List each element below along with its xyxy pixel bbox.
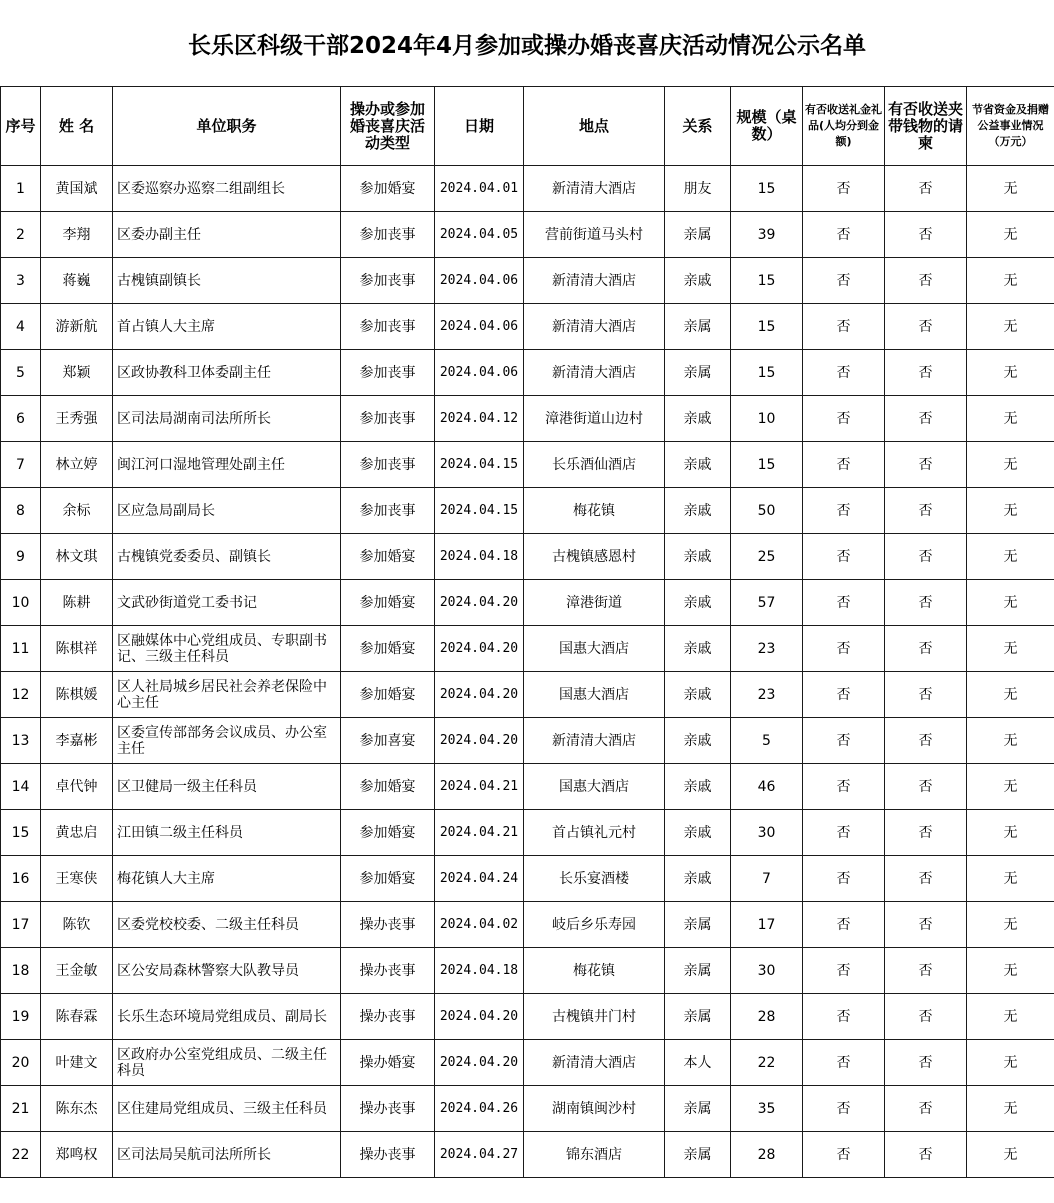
cell-name: 黄忠启 <box>41 810 113 856</box>
cell-place: 国惠大酒店 <box>524 764 665 810</box>
cell-name: 李嘉彬 <box>41 718 113 764</box>
cell-activity-type: 参加丧事 <box>341 396 435 442</box>
cell-scale: 28 <box>731 994 803 1040</box>
cell-relation: 亲属 <box>665 212 731 258</box>
cell-seq: 11 <box>1 626 41 672</box>
cell-scale: 10 <box>731 396 803 442</box>
cell-position: 区融媒体中心党组成员、专职副书记、三级主任科员 <box>113 626 341 672</box>
cell-date: 2024.04.20 <box>435 718 524 764</box>
cell-date: 2024.04.24 <box>435 856 524 902</box>
cell-invitation: 否 <box>885 258 967 304</box>
table-row <box>1 994 1054 1040</box>
cell-invitation: 否 <box>885 718 967 764</box>
cell-name: 林立婷 <box>41 442 113 488</box>
cell-place: 长乐酒仙酒店 <box>524 442 665 488</box>
table-row <box>1 948 1054 994</box>
cell-gift: 否 <box>803 534 885 580</box>
cell-position: 江田镇二级主任科员 <box>113 810 341 856</box>
cell-seq: 21 <box>1 1086 41 1132</box>
cell-seq: 4 <box>1 304 41 350</box>
cell-place: 新清清大酒店 <box>524 258 665 304</box>
table-row <box>1 396 1054 442</box>
table-row <box>1 764 1054 810</box>
cell-relation: 亲属 <box>665 994 731 1040</box>
cell-position: 区卫健局一级主任科员 <box>113 764 341 810</box>
cell-invitation: 否 <box>885 810 967 856</box>
cell-name: 卓代钟 <box>41 764 113 810</box>
cell-relation: 亲戚 <box>665 718 731 764</box>
cell-activity-type: 参加婚宴 <box>341 764 435 810</box>
cell-invitation: 否 <box>885 534 967 580</box>
cell-activity-type: 操办丧事 <box>341 902 435 948</box>
cell-place: 古槐镇井门村 <box>524 994 665 1040</box>
cell-seq: 12 <box>1 672 41 718</box>
cell-date: 2024.04.15 <box>435 488 524 534</box>
table-row <box>1 488 1054 534</box>
cell-activity-type: 参加婚宴 <box>341 580 435 626</box>
cell-name: 陈棋媛 <box>41 672 113 718</box>
cell-invitation: 否 <box>885 672 967 718</box>
cell-seq: 22 <box>1 1132 41 1178</box>
cell-name: 郑鸣权 <box>41 1132 113 1178</box>
cell-scale: 15 <box>731 350 803 396</box>
cell-name: 王金敏 <box>41 948 113 994</box>
cell-name: 郑颖 <box>41 350 113 396</box>
cell-seq: 19 <box>1 994 41 1040</box>
table-row <box>1 304 1054 350</box>
cell-activity-type: 操办婚宴 <box>341 1040 435 1086</box>
cell-gift: 否 <box>803 258 885 304</box>
cell-seq: 8 <box>1 488 41 534</box>
cell-seq: 2 <box>1 212 41 258</box>
header-gift: 有否收送礼金礼品(人均分到金额) <box>803 87 885 166</box>
cell-date: 2024.04.20 <box>435 672 524 718</box>
cell-invitation: 否 <box>885 1086 967 1132</box>
table-row <box>1 350 1054 396</box>
cell-place: 新清清大酒店 <box>524 350 665 396</box>
cell-relation: 亲戚 <box>665 764 731 810</box>
cell-relation: 亲属 <box>665 948 731 994</box>
cell-relation: 亲戚 <box>665 626 731 672</box>
cell-name: 游新航 <box>41 304 113 350</box>
cell-position: 区政协教科卫体委副主任 <box>113 350 341 396</box>
cell-activity-type: 参加婚宴 <box>341 672 435 718</box>
cell-position: 区公安局森林警察大队教导员 <box>113 948 341 994</box>
cell-position: 区委宣传部部务会议成员、办公室主任 <box>113 718 341 764</box>
table-row <box>1 810 1054 856</box>
cell-gift: 否 <box>803 626 885 672</box>
cell-name: 王秀强 <box>41 396 113 442</box>
cell-position: 古槐镇党委委员、副镇长 <box>113 534 341 580</box>
cell-place: 新清清大酒店 <box>524 304 665 350</box>
cell-gift: 否 <box>803 580 885 626</box>
cell-scale: 57 <box>731 580 803 626</box>
cell-scale: 46 <box>731 764 803 810</box>
cell-place: 长乐宴酒楼 <box>524 856 665 902</box>
cell-place: 梅花镇 <box>524 948 665 994</box>
cell-gift: 否 <box>803 350 885 396</box>
cell-activity-type: 参加婚宴 <box>341 626 435 672</box>
cell-donation: 无 <box>967 626 1054 672</box>
cell-date: 2024.04.18 <box>435 948 524 994</box>
cell-position: 梅花镇人大主席 <box>113 856 341 902</box>
cell-position: 区委办副主任 <box>113 212 341 258</box>
cell-donation: 无 <box>967 810 1054 856</box>
cell-invitation: 否 <box>885 948 967 994</box>
cell-scale: 23 <box>731 626 803 672</box>
table-row <box>1 1132 1054 1178</box>
cell-seq: 15 <box>1 810 41 856</box>
cell-invitation: 否 <box>885 580 967 626</box>
cell-donation: 无 <box>967 304 1054 350</box>
cell-name: 陈棋祥 <box>41 626 113 672</box>
cell-donation: 无 <box>967 1132 1054 1178</box>
cell-seq: 17 <box>1 902 41 948</box>
cell-gift: 否 <box>803 994 885 1040</box>
cell-donation: 无 <box>967 488 1054 534</box>
cell-scale: 15 <box>731 258 803 304</box>
cell-place: 首占镇礼元村 <box>524 810 665 856</box>
cell-scale: 5 <box>731 718 803 764</box>
cell-date: 2024.04.06 <box>435 258 524 304</box>
cell-seq: 13 <box>1 718 41 764</box>
cell-invitation: 否 <box>885 994 967 1040</box>
cell-relation: 亲属 <box>665 1086 731 1132</box>
cell-date: 2024.04.20 <box>435 1040 524 1086</box>
cell-relation: 朋友 <box>665 166 731 212</box>
cell-relation: 亲戚 <box>665 396 731 442</box>
cell-place: 新清清大酒店 <box>524 718 665 764</box>
cell-date: 2024.04.20 <box>435 626 524 672</box>
cell-seq: 14 <box>1 764 41 810</box>
cell-name: 林文琪 <box>41 534 113 580</box>
cell-activity-type: 参加丧事 <box>341 212 435 258</box>
cell-place: 梅花镇 <box>524 488 665 534</box>
cell-scale: 30 <box>731 948 803 994</box>
cell-donation: 无 <box>967 672 1054 718</box>
cell-seq: 1 <box>1 166 41 212</box>
cell-gift: 否 <box>803 672 885 718</box>
disclosure-table <box>0 86 1054 1178</box>
cell-activity-type: 参加丧事 <box>341 488 435 534</box>
cell-invitation: 否 <box>885 488 967 534</box>
cell-seq: 7 <box>1 442 41 488</box>
cell-relation: 亲属 <box>665 902 731 948</box>
header-date: 日期 <box>435 87 524 166</box>
cell-invitation: 否 <box>885 166 967 212</box>
cell-date: 2024.04.21 <box>435 764 524 810</box>
cell-relation: 亲戚 <box>665 258 731 304</box>
cell-place: 漳港街道山边村 <box>524 396 665 442</box>
table-body <box>1 166 1054 1178</box>
cell-scale: 23 <box>731 672 803 718</box>
cell-activity-type: 操办丧事 <box>341 994 435 1040</box>
cell-scale: 28 <box>731 1132 803 1178</box>
cell-gift: 否 <box>803 442 885 488</box>
cell-relation: 亲戚 <box>665 534 731 580</box>
cell-activity-type: 参加婚宴 <box>341 810 435 856</box>
cell-gift: 否 <box>803 1086 885 1132</box>
cell-position: 长乐生态环境局党组成员、副局长 <box>113 994 341 1040</box>
table-row <box>1 258 1054 304</box>
cell-place: 锦东酒店 <box>524 1132 665 1178</box>
cell-name: 蒋巍 <box>41 258 113 304</box>
cell-name: 王寒侠 <box>41 856 113 902</box>
header-scale: 规模（桌数） <box>731 87 803 166</box>
header-position: 单位职务 <box>113 87 341 166</box>
cell-relation: 亲戚 <box>665 442 731 488</box>
cell-activity-type: 参加婚宴 <box>341 856 435 902</box>
cell-scale: 39 <box>731 212 803 258</box>
header-relation: 关系 <box>665 87 731 166</box>
cell-invitation: 否 <box>885 304 967 350</box>
cell-donation: 无 <box>967 534 1054 580</box>
cell-activity-type: 参加丧事 <box>341 442 435 488</box>
cell-position: 区应急局副局长 <box>113 488 341 534</box>
cell-donation: 无 <box>967 902 1054 948</box>
cell-date: 2024.04.15 <box>435 442 524 488</box>
cell-seq: 9 <box>1 534 41 580</box>
cell-position: 区司法局湖南司法所所长 <box>113 396 341 442</box>
cell-date: 2024.04.20 <box>435 994 524 1040</box>
cell-name: 李翔 <box>41 212 113 258</box>
table-row <box>1 856 1054 902</box>
table-row <box>1 580 1054 626</box>
header-name: 姓 名 <box>41 87 113 166</box>
cell-donation: 无 <box>967 948 1054 994</box>
cell-gift: 否 <box>803 764 885 810</box>
cell-gift: 否 <box>803 718 885 764</box>
cell-invitation: 否 <box>885 396 967 442</box>
cell-scale: 7 <box>731 856 803 902</box>
cell-activity-type: 参加喜宴 <box>341 718 435 764</box>
cell-date: 2024.04.20 <box>435 580 524 626</box>
cell-gift: 否 <box>803 166 885 212</box>
cell-place: 岐后乡乐寿园 <box>524 902 665 948</box>
cell-donation: 无 <box>967 764 1054 810</box>
cell-invitation: 否 <box>885 442 967 488</box>
header-invitation: 有否收送夹带钱物的请柬 <box>885 87 967 166</box>
cell-invitation: 否 <box>885 626 967 672</box>
cell-date: 2024.04.06 <box>435 304 524 350</box>
cell-seq: 3 <box>1 258 41 304</box>
table-row <box>1 1040 1054 1086</box>
header-activity-type: 操办或参加婚丧喜庆活动类型 <box>341 87 435 166</box>
cell-name: 黄国斌 <box>41 166 113 212</box>
cell-name: 陈春霖 <box>41 994 113 1040</box>
cell-relation: 亲戚 <box>665 580 731 626</box>
cell-date: 2024.04.26 <box>435 1086 524 1132</box>
cell-seq: 18 <box>1 948 41 994</box>
cell-scale: 30 <box>731 810 803 856</box>
cell-relation: 亲属 <box>665 350 731 396</box>
cell-donation: 无 <box>967 994 1054 1040</box>
table-row <box>1 1086 1054 1132</box>
cell-donation: 无 <box>967 856 1054 902</box>
cell-invitation: 否 <box>885 212 967 258</box>
cell-gift: 否 <box>803 810 885 856</box>
cell-donation: 无 <box>967 258 1054 304</box>
cell-name: 陈钦 <box>41 902 113 948</box>
cell-place: 漳港街道 <box>524 580 665 626</box>
cell-donation: 无 <box>967 718 1054 764</box>
cell-invitation: 否 <box>885 856 967 902</box>
cell-relation: 亲戚 <box>665 672 731 718</box>
cell-donation: 无 <box>967 442 1054 488</box>
cell-place: 古槐镇感恩村 <box>524 534 665 580</box>
cell-date: 2024.04.06 <box>435 350 524 396</box>
cell-position: 区委党校校委、二级主任科员 <box>113 902 341 948</box>
cell-invitation: 否 <box>885 1040 967 1086</box>
cell-position: 古槐镇副镇长 <box>113 258 341 304</box>
cell-gift: 否 <box>803 212 885 258</box>
cell-activity-type: 操办丧事 <box>341 1132 435 1178</box>
cell-position: 闽江河口湿地管理处副主任 <box>113 442 341 488</box>
cell-donation: 无 <box>967 350 1054 396</box>
cell-date: 2024.04.02 <box>435 902 524 948</box>
cell-gift: 否 <box>803 488 885 534</box>
cell-position: 文武砂街道党工委书记 <box>113 580 341 626</box>
cell-invitation: 否 <box>885 350 967 396</box>
cell-activity-type: 参加婚宴 <box>341 166 435 212</box>
cell-donation: 无 <box>967 396 1054 442</box>
table-row <box>1 626 1054 672</box>
table-row <box>1 166 1054 212</box>
table-row <box>1 442 1054 488</box>
page-title: 长乐区科级干部2024年4月参加或操办婚丧喜庆活动情况公示名单 <box>187 33 867 59</box>
cell-position: 区人社局城乡居民社会养老保险中心主任 <box>113 672 341 718</box>
cell-place: 国惠大酒店 <box>524 672 665 718</box>
cell-seq: 6 <box>1 396 41 442</box>
table-row <box>1 212 1054 258</box>
cell-seq: 10 <box>1 580 41 626</box>
cell-gift: 否 <box>803 304 885 350</box>
cell-activity-type: 参加丧事 <box>341 304 435 350</box>
cell-scale: 17 <box>731 902 803 948</box>
cell-gift: 否 <box>803 1132 885 1178</box>
table-row <box>1 672 1054 718</box>
cell-name: 叶建文 <box>41 1040 113 1086</box>
cell-seq: 20 <box>1 1040 41 1086</box>
cell-gift: 否 <box>803 948 885 994</box>
cell-invitation: 否 <box>885 764 967 810</box>
table-row <box>1 534 1054 580</box>
cell-activity-type: 参加丧事 <box>341 258 435 304</box>
cell-scale: 15 <box>731 304 803 350</box>
cell-date: 2024.04.18 <box>435 534 524 580</box>
cell-gift: 否 <box>803 396 885 442</box>
cell-invitation: 否 <box>885 902 967 948</box>
cell-donation: 无 <box>967 1086 1054 1132</box>
cell-place: 新清清大酒店 <box>524 166 665 212</box>
cell-relation: 本人 <box>665 1040 731 1086</box>
cell-date: 2024.04.21 <box>435 810 524 856</box>
cell-place: 国惠大酒店 <box>524 626 665 672</box>
cell-scale: 15 <box>731 166 803 212</box>
cell-place: 新清清大酒店 <box>524 1040 665 1086</box>
cell-seq: 5 <box>1 350 41 396</box>
cell-invitation: 否 <box>885 1132 967 1178</box>
cell-activity-type: 操办丧事 <box>341 948 435 994</box>
cell-gift: 否 <box>803 1040 885 1086</box>
cell-name: 陈耕 <box>41 580 113 626</box>
header-seq: 序号 <box>1 87 41 166</box>
cell-relation: 亲属 <box>665 1132 731 1178</box>
cell-position: 区住建局党组成员、三级主任科员 <box>113 1086 341 1132</box>
cell-relation: 亲戚 <box>665 856 731 902</box>
table-row <box>1 718 1054 764</box>
header-donation: 节省资金及捐赠公益事业情况（万元） <box>967 87 1054 166</box>
cell-activity-type: 操办丧事 <box>341 1086 435 1132</box>
header-row <box>1 87 1054 166</box>
cell-scale: 50 <box>731 488 803 534</box>
cell-relation: 亲戚 <box>665 810 731 856</box>
cell-scale: 22 <box>731 1040 803 1086</box>
cell-gift: 否 <box>803 856 885 902</box>
cell-position: 区委巡察办巡察二组副组长 <box>113 166 341 212</box>
cell-activity-type: 参加丧事 <box>341 350 435 396</box>
cell-position: 区政府办公室党组成员、二级主任科员 <box>113 1040 341 1086</box>
cell-scale: 15 <box>731 442 803 488</box>
cell-date: 2024.04.05 <box>435 212 524 258</box>
cell-date: 2024.04.01 <box>435 166 524 212</box>
cell-donation: 无 <box>967 1040 1054 1086</box>
cell-donation: 无 <box>967 166 1054 212</box>
cell-donation: 无 <box>967 580 1054 626</box>
cell-date: 2024.04.12 <box>435 396 524 442</box>
cell-position: 区司法局吴航司法所所长 <box>113 1132 341 1178</box>
cell-place: 湖南镇闽沙村 <box>524 1086 665 1132</box>
cell-activity-type: 参加婚宴 <box>341 534 435 580</box>
header-place: 地点 <box>524 87 665 166</box>
cell-seq: 16 <box>1 856 41 902</box>
cell-date: 2024.04.27 <box>435 1132 524 1178</box>
cell-place: 营前街道马头村 <box>524 212 665 258</box>
cell-scale: 35 <box>731 1086 803 1132</box>
cell-scale: 25 <box>731 534 803 580</box>
table-row <box>1 902 1054 948</box>
cell-name: 余标 <box>41 488 113 534</box>
cell-relation: 亲戚 <box>665 488 731 534</box>
cell-donation: 无 <box>967 212 1054 258</box>
cell-name: 陈东杰 <box>41 1086 113 1132</box>
cell-position: 首占镇人大主席 <box>113 304 341 350</box>
cell-gift: 否 <box>803 902 885 948</box>
cell-relation: 亲属 <box>665 304 731 350</box>
